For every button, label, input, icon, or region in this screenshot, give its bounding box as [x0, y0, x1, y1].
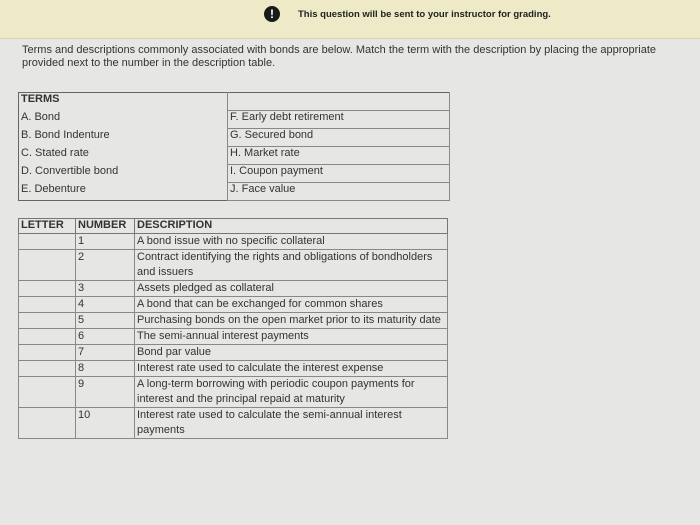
row-number: 10	[76, 408, 135, 439]
table-row	[19, 281, 448, 297]
term-e: E. Debenture	[19, 183, 228, 201]
letter-input-3[interactable]	[19, 281, 76, 297]
term-a: A. Bond	[19, 111, 228, 129]
table-row	[19, 361, 448, 377]
row-number: 2	[76, 250, 135, 281]
warning-icon: !	[264, 6, 280, 22]
instructions-line-2: provided next to the number in the description table.	[22, 57, 276, 69]
row-number: 6	[76, 329, 135, 345]
instructions	[22, 44, 698, 70]
table-row	[19, 234, 448, 250]
description-header: DESCRIPTION	[135, 219, 448, 234]
row-number: 4	[76, 297, 135, 313]
row-number: 3	[76, 281, 135, 297]
term-g: G. Secured bond	[228, 129, 450, 147]
table-row	[19, 313, 448, 329]
row-description: Contract identifying the rights and obligations of bondholders and issuers	[135, 250, 448, 281]
letter-input-7[interactable]	[19, 345, 76, 361]
row-description: Interest rate used to calculate the semi-annual interest payments	[135, 408, 448, 439]
term-c: C. Stated rate	[19, 147, 228, 165]
row-description: The semi-annual interest payments	[135, 329, 448, 345]
letter-input-5[interactable]	[19, 313, 76, 329]
terms-header: TERMS	[19, 93, 228, 111]
table-row	[19, 408, 448, 439]
number-header: NUMBER	[76, 219, 135, 234]
terms-header-blank	[228, 93, 450, 111]
term-f: F. Early debt retirement	[228, 111, 450, 129]
table-row	[19, 297, 448, 313]
row-number: 9	[76, 377, 135, 408]
table-row	[19, 345, 448, 361]
term-j: J. Face value	[228, 183, 450, 201]
grading-banner	[0, 0, 700, 39]
row-number: 8	[76, 361, 135, 377]
letter-input-8[interactable]	[19, 361, 76, 377]
row-description: Interest rate used to calculate the interest expense	[135, 361, 448, 377]
terms-table	[18, 92, 450, 201]
banner-text: This question will be sent to your instructor for grading.	[298, 9, 551, 20]
row-description: Bond par value	[135, 345, 448, 361]
term-b: B. Bond Indenture	[19, 129, 228, 147]
row-description: A long-term borrowing with periodic coupon payments for interest and the principal repaid at maturity	[135, 377, 448, 408]
letter-input-9[interactable]	[19, 377, 76, 408]
table-row	[19, 329, 448, 345]
term-i: I. Coupon payment	[228, 165, 450, 183]
letter-input-2[interactable]	[19, 250, 76, 281]
table-row	[19, 377, 448, 408]
row-description: Purchasing bonds on the open market prior to its maturity date	[135, 313, 448, 329]
letter-input-4[interactable]	[19, 297, 76, 313]
description-table	[18, 218, 448, 439]
row-description: A bond issue with no specific collateral	[135, 234, 448, 250]
table-row	[19, 250, 448, 281]
row-number: 5	[76, 313, 135, 329]
row-number: 7	[76, 345, 135, 361]
letter-input-10[interactable]	[19, 408, 76, 439]
row-description: A bond that can be exchanged for common shares	[135, 297, 448, 313]
letter-header: LETTER	[19, 219, 76, 234]
letter-input-6[interactable]	[19, 329, 76, 345]
term-h: H. Market rate	[228, 147, 450, 165]
term-d: D. Convertible bond	[19, 165, 228, 183]
letter-input-1[interactable]	[19, 234, 76, 250]
row-number: 1	[76, 234, 135, 250]
instructions-line-1: Terms and descriptions commonly associated with bonds are below. Match the term with the description by placing the appropriate	[22, 44, 657, 56]
row-description: Assets pledged as collateral	[135, 281, 448, 297]
